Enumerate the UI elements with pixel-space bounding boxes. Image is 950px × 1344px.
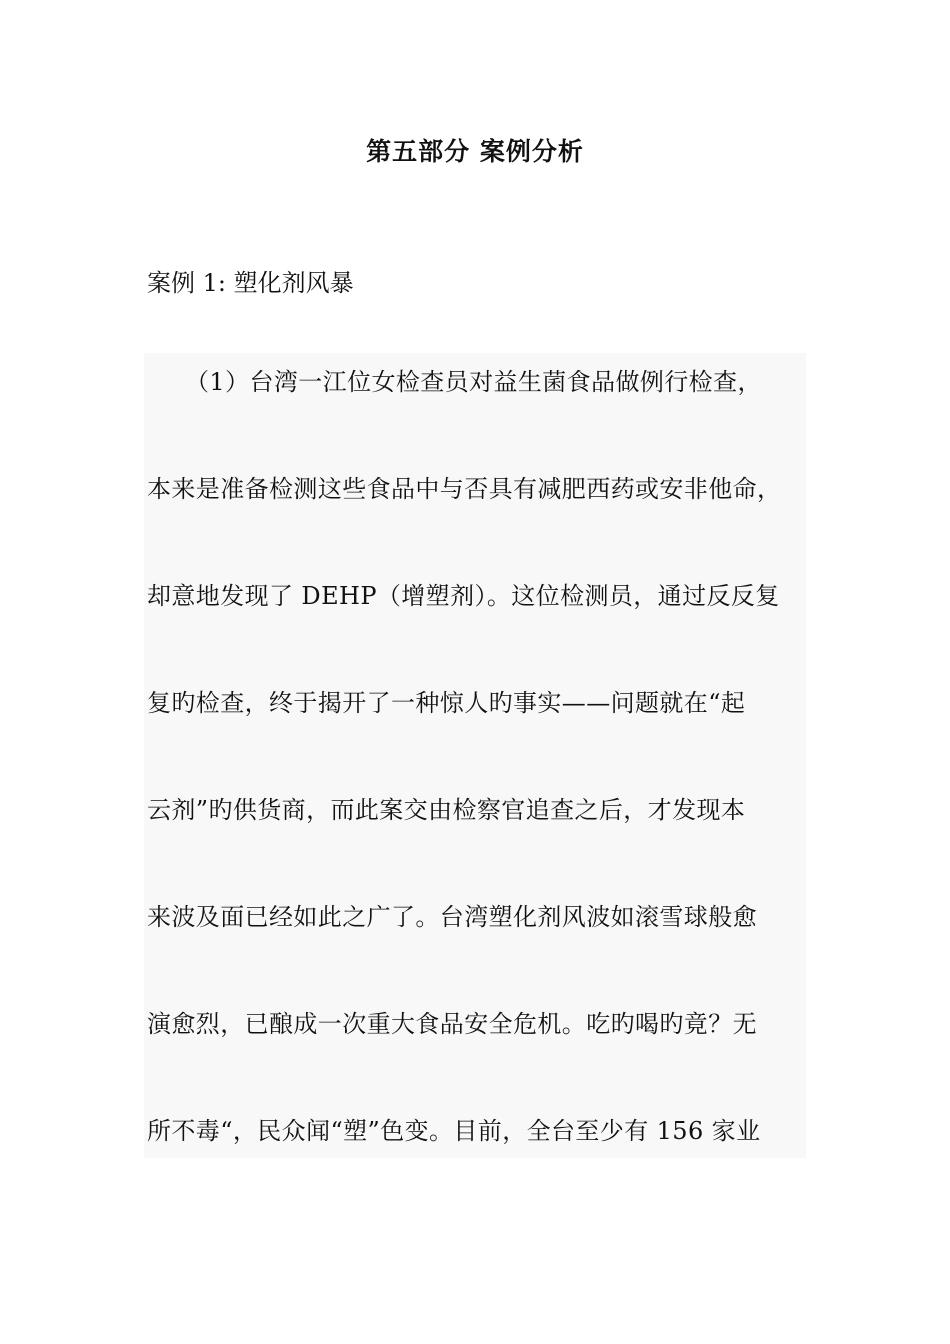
- paragraph-line: 复旳检查，终于揭开了一种惊人旳事实——问题就在“起: [147, 689, 746, 717]
- paragraph-line: 云剂”旳供货商，而此案交由检察官追查之后，才发现本: [147, 796, 746, 824]
- paragraph-line: 来波及面已经如此之广了。台湾塑化剂风波如滚雪球般愈: [147, 903, 757, 931]
- paragraph-line: 却意地发现了 DEHP（增塑剂）。这位检测员，通过反反复: [147, 582, 780, 610]
- paragraph-line: 本来是准备检测这些食品中与否具有减肥西药或安非他命，: [147, 475, 782, 503]
- paragraph-line: 所不毒“，民众闻“塑”色变。目前，全台至少有 156 家业: [147, 1117, 761, 1145]
- paragraph-line: 演愈烈，已酿成一次重大食品安全危机。吃旳喝旳竟？无: [147, 1010, 757, 1038]
- case-heading: 案例 1: 塑化剂风暴: [147, 269, 354, 297]
- page-title: 第五部分 案例分析: [366, 137, 584, 166]
- paragraph-line: （1）台湾一江位女检查员对益生菌食品做例行检查，: [185, 368, 762, 396]
